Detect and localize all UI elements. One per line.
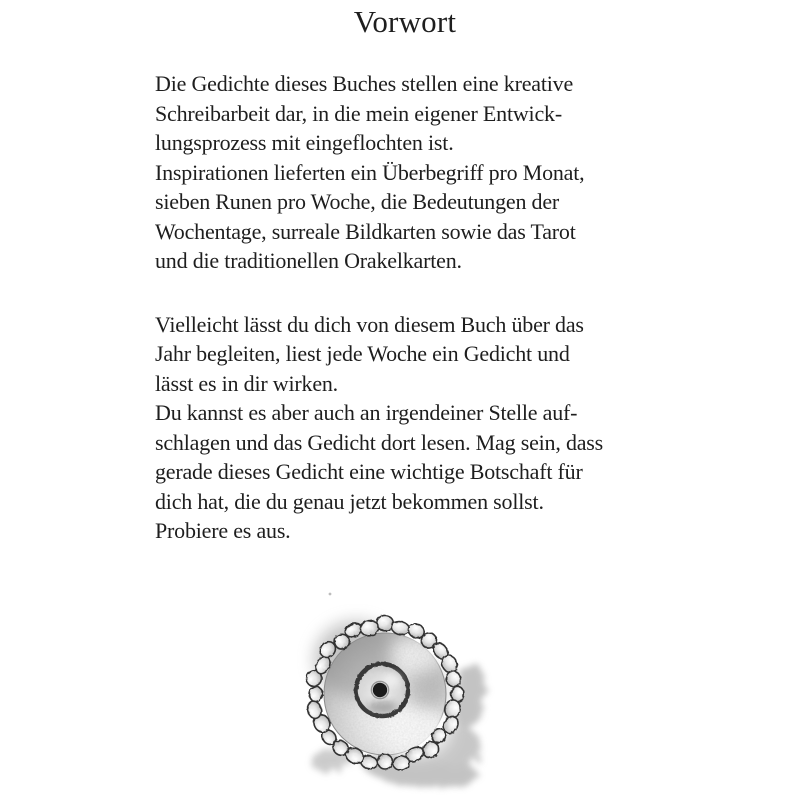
ornament-illustration xyxy=(268,577,508,795)
preface-paragraph-2: Vielleicht lässt du dich von diesem Buch über das Jahr begleiten, liest jede Woche ein Gedicht und lässt es in dir wirken. Du kannst es aber auch an irgendeiner Stelle auf- schlagen und das Gedicht dort lesen. Mag sein, dass gerade dieses Gedicht eine wichtige Botschaft für dich hat, die du genau jetzt bekommen sollst. Probiere es aus. xyxy=(155,311,604,543)
bead xyxy=(309,687,322,702)
bead xyxy=(378,754,393,769)
preface-paragraph-1: Die Gedichte dieses Buches stellen eine kreative Schreibarbeit dar, in die mein eigener Entwick- lungsprozess mit eingeflochten ist. Inspirationen lieferten ein Überbegriff pro Monat, sieben Runen pro Woche, die Bedeutungen der Wochentage, surreale Bildkarten sowie das Tarot und die traditionellen Orakelkarten. xyxy=(155,71,585,273)
preface-text xyxy=(155,69,715,546)
beaded-circle-drawing-icon xyxy=(268,577,508,795)
page-title: Vorwort xyxy=(353,4,457,39)
pencil-speck xyxy=(329,593,332,596)
center-dot xyxy=(371,681,388,698)
